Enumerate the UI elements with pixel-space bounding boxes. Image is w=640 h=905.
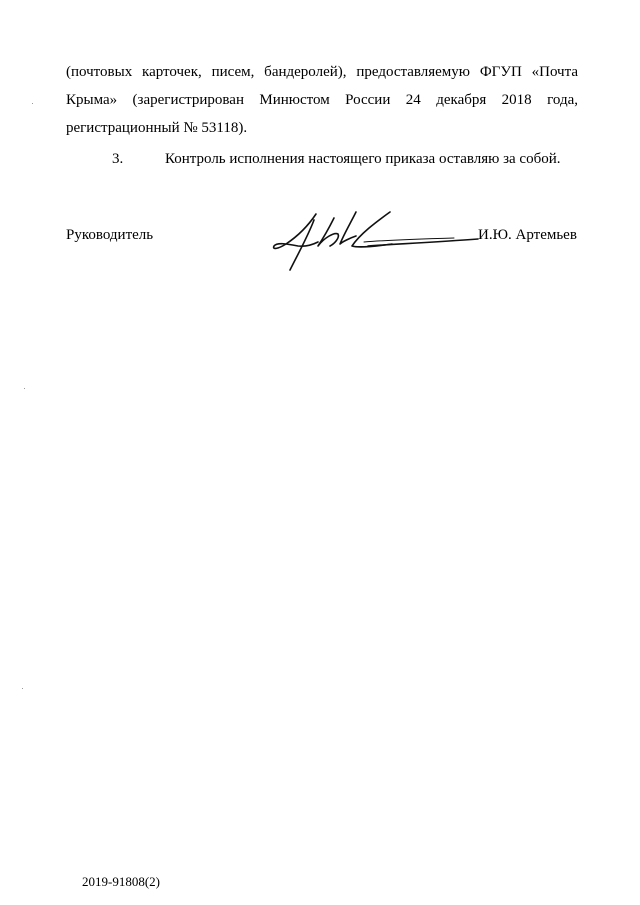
signatory-name: И.Ю. Артемьев (478, 227, 577, 243)
scan-speck (32, 103, 33, 104)
signature-icon (268, 206, 480, 276)
paragraph-line-1: (почтовых карточек, писем, бандеролей), предоставляемую ФГУП «Почта (66, 64, 578, 80)
document-number: 2019-91808(2) (82, 874, 160, 889)
paragraph-line-3: регистрационный № 53118). (66, 120, 248, 136)
scan-speck (22, 688, 23, 689)
item-text: Контроль исполнения настоящего приказа оставляю за собой. (165, 151, 561, 167)
paragraph-line-2: Крыма» (зарегистрирован Минюстом России 24 декабря 2018 года, (66, 92, 578, 108)
signatory-title: Руководитель (66, 227, 154, 243)
item-number: 3. (112, 151, 124, 167)
scan-speck (24, 388, 25, 389)
